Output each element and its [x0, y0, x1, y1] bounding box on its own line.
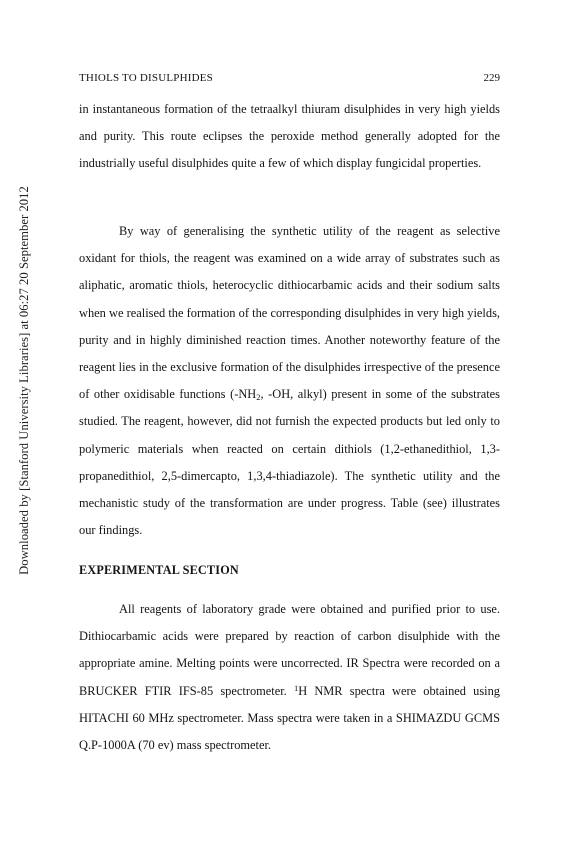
paragraph-continuation: [79, 96, 500, 178]
running-title: THIOLS TO DISULPHIDES: [79, 72, 213, 84]
paragraph-3: [79, 596, 500, 759]
page-header: [79, 72, 500, 86]
paragraph-3-part-a: All reagents of laboratory grade were obtained and purified prior to use. Dithiocarbamic acids were prepared by reaction of carbon disulphide with the appropriate amine. Melting points were uncorrected. IR Spectra were recorded on a BRUCKER FTIR IFS-85 spectrometer.: [79, 602, 500, 698]
download-watermark: [14, 120, 34, 640]
paragraph-2-part-a: By way of generalising the synthetic utility of the reagent as selective oxidant for thiols, the reagent was examined on a wide array of substrates such as aliphatic, aromatic thiols, heterocyclic dithiocarbamic acids and their sodium salts when we realised the formation of the corresponding disulphides in very high yields, purity and in highly diminished reaction times. Another noteworthy feature of the reagent lies in the exclusive formation of the disulphides irrespective of the presence of other oxidisable functions (-NH: [79, 224, 500, 402]
subscript-two: 2: [256, 392, 261, 403]
superscript-one: 1: [293, 682, 299, 693]
paragraph-2: [79, 218, 500, 544]
section-heading: EXPERIMENTAL SECTION: [79, 563, 239, 577]
paragraph-1: in instantaneous formation of the tetraalkyl thiuram disulphides in very high yields and purity. This route eclipses the peroxide method generally adopted for the industrially useful disulphides quite a few of which display fungicidal properties.: [79, 102, 500, 171]
paragraph-2-part-b: , -OH, alkyl) present in some of the substrates studied. The reagent, however, did not furnish the expected products but led only to polymeric materials when reacted on certain dithiols (1,2-ethanedithiol, 1,3-propanedithiol, 2,5-dimercapto, 1,3,4-thiadiazole). The synthetic utility and the mechanistic study of the transformation are under progress. Table (see) illustrates our findings.: [79, 387, 500, 538]
paragraph-results: [79, 218, 500, 544]
paragraph-3-part-b: H NMR spectra were obtained using HITACHI 60 MHz spectrometer. Mass spectra were taken in a SHIMAZDU GCMS Q.P-1000A (70 ev) mass spectrometer.: [79, 683, 500, 753]
paragraph-experimental: [79, 596, 500, 759]
page-number: 229: [483, 72, 500, 84]
download-notice: Downloaded by [Stanford University Libraries] at 06:27 20 September 2012: [16, 185, 31, 575]
